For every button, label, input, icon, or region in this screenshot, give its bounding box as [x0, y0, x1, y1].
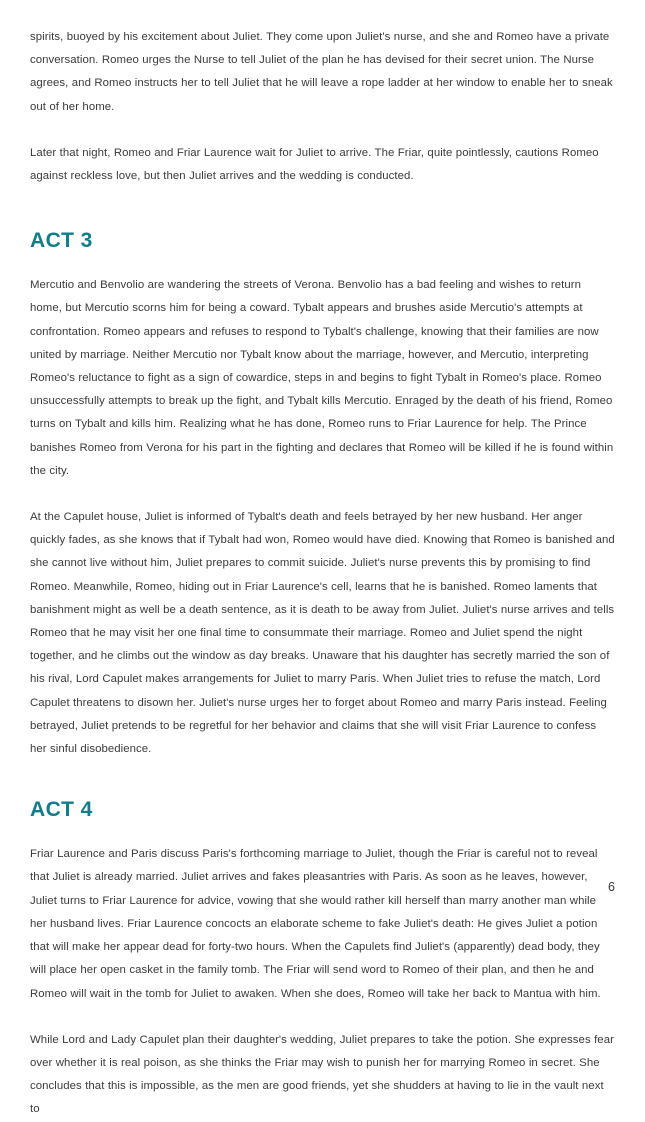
paragraph: spirits, buoyed by his excitement about Juliet. They come upon Juliet's nurse, and she and Romeo have a private conversation. Romeo urges the Nurse to tell Juliet of the plan he has devised for their secret union. The Nurse agrees, and Romeo instructs her to tell Juliet that he will leave a rope ladder at her window to enable her to sneak out of her home.	[30, 31, 613, 113]
paragraph: Mercutio and Benvolio are wandering the streets of Verona. Benvolio has a bad feeling and wishes to return home, but Mercutio scorns him for being a coward. Tybalt appears and brushes aside Mercutio's attempts at confrontation. Romeo appears and refuses to respond to Tybalt's challenge, knowing that their families are now united by marriage. Neither Mercutio nor Tybalt know about the marriage, however, and Mercutio, interpreting Romeo's reluctance to fight as a sign of cowardice, steps in and begins to fight Tybalt in Romeo's place. Romeo unsuccessfully attempts to break up the fight, and Tybalt kills Mercutio. Enraged by the death of his friend, Romeo turns on Tybalt and kills him. Realizing what he has done, Romeo runs to Friar Laurence for help. The Prince banishes Romeo from Verona for his part in the fighting and declares that Romeo will be killed if he is found within the city.	[30, 279, 614, 477]
section-heading-act-4	[30, 797, 615, 822]
paragraph: While Lord and Lady Capulet plan their daughter's wedding, Juliet prepares to take the potion. She expresses fear over whether it is real poison, as she thinks the Friar may wish to punish her for marrying Romeo in secret. She concludes that this is impossible, as the men are good friends, yet she shudders at having to lie in the vault next to	[30, 1033, 614, 1116]
paragraph: Later that night, Romeo and Friar Laurence wait for Juliet to arrive. The Friar, quite pointlessly, cautions Romeo against reckless love, but then Juliet arrives and the wedding is conducted.	[30, 146, 599, 183]
act-heading-title: ACT 3	[30, 229, 93, 253]
page-number: 6	[608, 880, 615, 894]
document-body	[30, 26, 615, 1122]
section-heading-act-3	[30, 228, 615, 253]
act-heading-title: ACT 4	[30, 798, 93, 822]
paragraph: At the Capulet house, Juliet is informed of Tybalt's death and feels betrayed by her new husband. Her anger quickly fades, as she knows that if Tybalt had won, Romeo would have died. Knowing that Romeo is banished and she cannot live without him, Juliet prepares to commit suicide. Juliet's nurse prevents this by promising to find Romeo. Meanwhile, Romeo, hiding out in Friar Laurence's cell, learns that he is banished. Romeo laments that banishment might as well be a death sentence, as it is death to be away from Juliet. Juliet's nurse arrives and tells Romeo that he may visit her one final time to consummate their marriage. Romeo and Juliet spend the night together, and he climbs out the window as day breaks. Unaware that his daughter has secretly married the son of his rival, Lord Capulet makes arrangements for Juliet to marry Paris. When Juliet tries to refuse the match, Lord Capulet threatens to disown her. Juliet's nurse urges her to forget about Romeo and marry Paris instead. Feeling betrayed, Juliet pretends to be regretful for her behavior and claims that she will visit Friar Laurence to confess her sinful disobedience.	[30, 511, 615, 756]
paragraph: Friar Laurence and Paris discuss Paris's forthcoming marriage to Juliet, though the Friar is careful not to reveal that Juliet is already married. Juliet arrives and fakes pleasantries with Paris. As soon as he leaves, however, Juliet turns to Friar Laurence for advice, vowing that she would rather kill herself than marry another man while her husband lives. Friar Laurence concocts an elaborate scheme to fake Juliet's death: He gives Juliet a potion that will make her appear dead for forty-two hours. When the Capulets find Juliet's (apparently) dead body, they will place her open casket in the family tomb. The Friar will send word to Romeo of their plan, and then he and Romeo will wait in the tomb for Juliet to awaken. When she does, Romeo will take her back to Mantua with him.	[30, 848, 601, 1000]
